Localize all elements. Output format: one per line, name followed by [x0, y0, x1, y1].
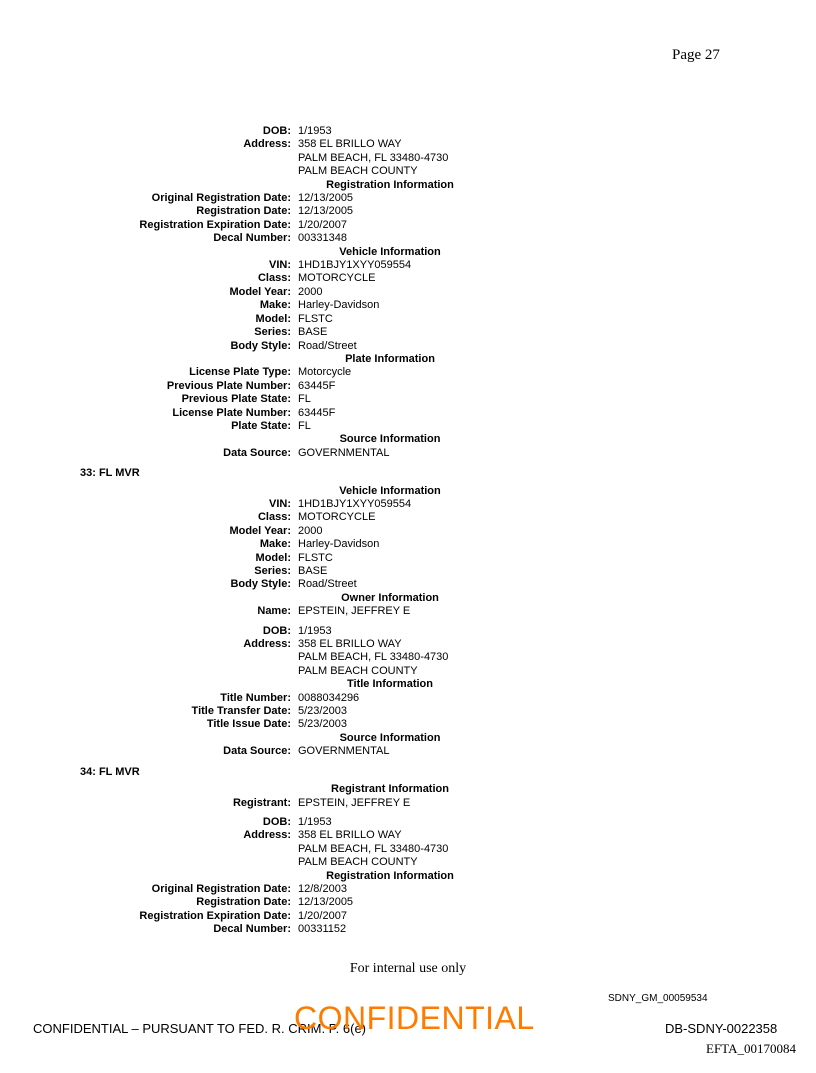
field-label: Address: [243, 638, 291, 651]
section-heading: Vehicle Information [339, 484, 441, 497]
field-row [0, 165, 816, 178]
field-label: Model Year: [229, 524, 291, 537]
field-value: PALM BEACH COUNTY [298, 165, 418, 178]
field-value: PALM BEACH, FL 33480-4730 [298, 842, 449, 855]
field-value: 2000 [298, 524, 323, 537]
field-row [0, 651, 816, 664]
field-label: DOB: [262, 125, 291, 137]
field-value: 1/1953 [298, 815, 332, 828]
field-row [0, 538, 816, 551]
field-value: 1HD1BJY1XYY059554 [298, 497, 412, 510]
field-value: 1/1953 [298, 624, 332, 637]
field-value: 1/20/2007 [298, 909, 347, 922]
bates-number: DB-SDNY-0022358 [665, 1021, 778, 1036]
section-heading: Source Information [339, 731, 441, 744]
field-row [0, 910, 816, 923]
field-row [0, 272, 816, 285]
efta-number: EFTA_00170084 [706, 1041, 796, 1056]
field-value: Road/Street [298, 578, 357, 591]
field-label [0, 843, 298, 856]
field-value: PALM BEACH COUNTY [298, 856, 418, 869]
page-number: Page 27 [672, 47, 720, 63]
field-row [0, 883, 816, 896]
field-label: Series: [254, 326, 291, 339]
field-label [0, 165, 298, 178]
field-label: Decal Number: [213, 923, 291, 936]
field-value: 1HD1BJY1XYY059554 [298, 259, 412, 272]
section-heading: Vehicle Information [339, 245, 441, 258]
field-row [0, 498, 816, 511]
field-value: 00331348 [298, 232, 347, 245]
field-value: 12/13/2005 [298, 205, 354, 218]
field-value: FL [298, 393, 311, 406]
field-label: Decal Number: [213, 232, 291, 245]
field-value: 12/8/2003 [298, 882, 347, 895]
field-label: Registrant: [232, 796, 291, 809]
field-row [0, 923, 816, 936]
field-label: Name: [257, 605, 291, 618]
field-label: Series: [254, 565, 291, 577]
field-label: Address: [243, 138, 291, 151]
field-value: PALM BEACH, FL 33480-4730 [298, 651, 449, 664]
field-row [0, 745, 816, 758]
field-label: Registration Expiration Date: [139, 218, 291, 231]
field-row [0, 705, 816, 718]
field-label: DOB: [262, 815, 291, 828]
field-value: EPSTEIN, JEFFREY E [298, 605, 411, 618]
field-row [0, 420, 816, 433]
field-row [0, 565, 816, 578]
field-row [0, 407, 816, 420]
field-value: 12/13/2005 [298, 192, 354, 205]
bates-number-small: SDNY_GM_00059534 [608, 993, 708, 1004]
field-label: Make: [259, 538, 291, 551]
field-row [0, 326, 816, 339]
field-row [0, 286, 816, 299]
field-label: Data Source: [223, 446, 291, 459]
field-row [0, 578, 816, 591]
field-row [0, 205, 816, 218]
field-label: Registration Date: [196, 205, 291, 218]
field-row [0, 259, 816, 272]
field-value: FL [298, 419, 311, 432]
field-row [0, 138, 816, 151]
field-row [0, 125, 816, 138]
field-label: VIN: [269, 497, 291, 510]
field-value: 63445F [298, 406, 336, 419]
field-value: Motorcycle [298, 366, 352, 379]
section-heading: Registrant Information [331, 783, 449, 796]
field-value: MOTORCYCLE [298, 511, 376, 524]
field-row [0, 366, 816, 379]
field-label: Model: [255, 551, 291, 564]
field-row [0, 299, 816, 312]
record-list [0, 125, 816, 937]
record-header: 33: FL MVR [80, 467, 140, 480]
section-heading: Registration Information [326, 178, 454, 191]
field-value: 00331152 [298, 923, 347, 936]
field-label: Class: [257, 511, 291, 524]
field-value: GOVERNMENTAL [298, 745, 390, 758]
field-row [0, 896, 816, 909]
field-label: Registration Expiration Date: [139, 909, 291, 922]
field-value: 358 EL BRILLO WAY [298, 829, 402, 842]
confidential-stamp: CONFIDENTIAL [294, 1000, 535, 1036]
field-label [0, 856, 298, 869]
field-row [0, 638, 816, 651]
field-row [0, 692, 816, 705]
field-label: Data Source: [223, 745, 291, 758]
field-label [0, 665, 298, 678]
field-value: 12/13/2005 [298, 896, 354, 909]
field-label: Model: [255, 312, 291, 325]
section-heading: Owner Information [341, 591, 439, 604]
section-heading: Source Information [339, 433, 441, 446]
field-row [0, 856, 816, 869]
record-header: 34: FL MVR [80, 765, 140, 778]
confidential-notice: CONFIDENTIAL – PURSUANT TO FED. R. CRIM. P. 6(e) [33, 1021, 367, 1036]
field-value: FLSTC [298, 312, 333, 325]
field-label: Registration Date: [196, 896, 291, 909]
field-row [0, 511, 816, 524]
field-row [0, 340, 816, 353]
internal-use-note: For internal use only [349, 961, 467, 976]
field-value: 358 EL BRILLO WAY [298, 638, 402, 651]
field-row [0, 816, 816, 829]
field-label: Class: [257, 272, 291, 285]
field-label: Title Issue Date: [206, 718, 291, 731]
field-label: Body Style: [230, 578, 291, 591]
field-value: 63445F [298, 379, 336, 392]
field-label: Original Registration Date: [151, 882, 291, 895]
field-value: 1/1953 [298, 125, 332, 137]
field-row [0, 380, 816, 393]
field-value: Harley-Davidson [298, 299, 380, 312]
field-value: 5/23/2003 [298, 705, 347, 718]
field-row [0, 605, 816, 618]
field-row [0, 447, 816, 460]
field-row [0, 797, 816, 810]
field-row [0, 192, 816, 205]
field-label: Title Number: [220, 691, 291, 704]
field-value: Harley-Davidson [298, 538, 380, 551]
field-label: License Plate Number: [172, 406, 291, 419]
field-value: GOVERNMENTAL [298, 446, 390, 459]
field-value: BASE [298, 565, 328, 577]
field-label: Address: [243, 829, 291, 842]
field-row [0, 313, 816, 326]
field-label: Previous Plate State: [181, 393, 291, 406]
field-label: Previous Plate Number: [166, 379, 291, 392]
field-value: EPSTEIN, JEFFREY E [298, 796, 411, 809]
field-label: License Plate Type: [189, 366, 291, 379]
section-heading: Title Information [347, 678, 433, 691]
field-label: Plate State: [231, 419, 291, 432]
field-label: VIN: [269, 259, 291, 272]
field-label: Model Year: [229, 285, 291, 298]
field-row [0, 665, 816, 678]
field-label: Original Registration Date: [151, 192, 291, 205]
field-row [0, 232, 816, 245]
field-row [0, 219, 816, 232]
field-value: 2000 [298, 285, 323, 298]
field-value: PALM BEACH COUNTY [298, 664, 418, 677]
field-value: BASE [298, 326, 328, 339]
field-row [0, 843, 816, 856]
field-row [0, 829, 816, 842]
field-row [0, 525, 816, 538]
field-value: Road/Street [298, 339, 357, 352]
field-label: Body Style: [230, 339, 291, 352]
field-label [0, 152, 298, 165]
field-value: PALM BEACH, FL 33480-4730 [298, 151, 449, 164]
field-value: 358 EL BRILLO WAY [298, 138, 402, 151]
field-row [0, 552, 816, 565]
field-label: Title Transfer Date: [191, 705, 291, 718]
field-label [0, 651, 298, 664]
field-value: 1/20/2007 [298, 218, 347, 231]
field-row [0, 718, 816, 731]
section-heading: Registration Information [326, 869, 454, 882]
field-row [0, 625, 816, 638]
section-heading: Plate Information [345, 352, 435, 365]
field-value: MOTORCYCLE [298, 272, 376, 285]
field-label: DOB: [262, 624, 291, 637]
field-value: 5/23/2003 [298, 718, 347, 731]
field-row [0, 152, 816, 165]
field-value: FLSTC [298, 551, 333, 564]
field-label: Make: [259, 299, 291, 312]
field-row [0, 393, 816, 406]
field-value: 0088034296 [298, 691, 360, 704]
